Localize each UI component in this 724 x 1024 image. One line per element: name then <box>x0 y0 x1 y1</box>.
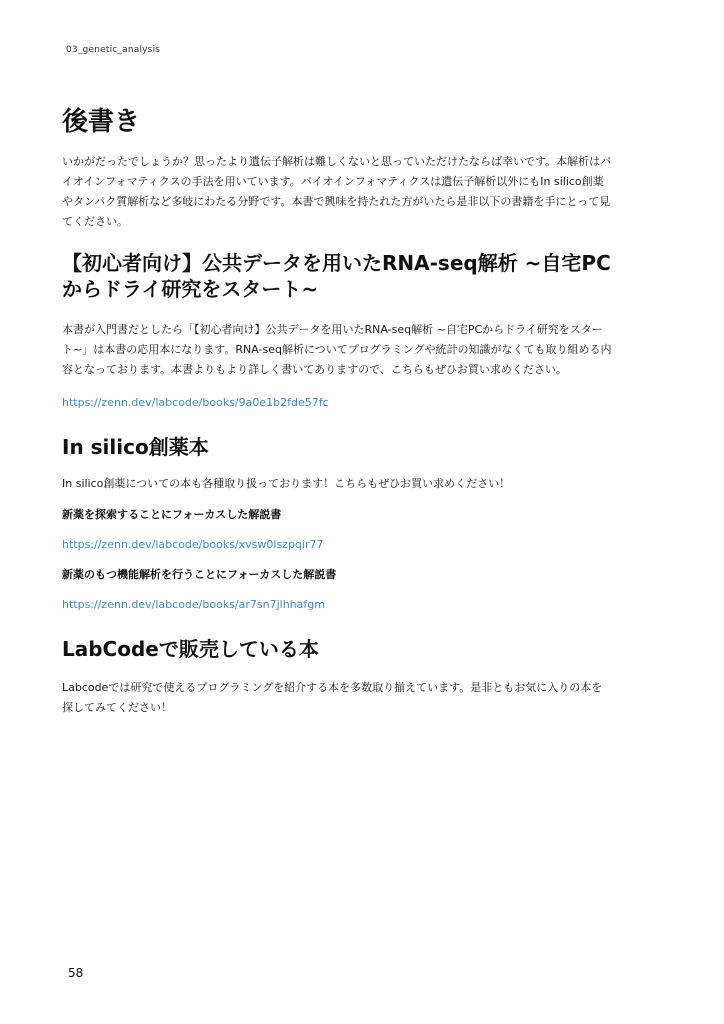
running-header: 03_genetic_analysis <box>66 45 161 55</box>
afterword-paragraph: いかがだったでしょうか？思ったより遺伝子解析は難しくないと思っていただけたならば幸いです。本解析はバイオインフォマティクスの手法を用いています。バイオインフォマティクスは遺伝子解析以外にもIn silico創薬やタンパク質解析など多岐にわたる分野です。本書で興味を持たれた方がいたら是非以下の書籍を手にとって見てください。 <box>62 155 612 228</box>
main-content <box>62 104 612 718</box>
labcode-title: LabCodeで販売している本 <box>62 637 319 661</box>
insilico-sub1-title: 新薬を探索することにフォーカスした解説書 <box>62 508 282 521</box>
insilico-sub1-link[interactable]: https://zenn.dev/labcode/books/xvsw0lszpqir77 <box>62 538 324 551</box>
insilico-sub2-title: 新薬のもつ機能解析を行うことにフォーカスした解説書 <box>62 568 337 581</box>
labcode-paragraph: Labcodeでは研究で使えるプログラミングを紹介する本を多数取り揃えています。是非ともお気に入りの本を探してみてください！ <box>62 681 603 714</box>
page-number: 58 <box>68 966 84 980</box>
rnaseq-book-paragraph: 本書が入門書だとしたら「【初心者向け】公共データを用いたRNA-seq解析 ~自宅PCからドライ研究をスタート~」は本書の応用本になります。RNA-seq解析についてプログラミングや統計の知識がなくても取り組める内容となっております。本書よりもより詳しく書いてありますので、こちらもぜひお買い求めください。 <box>62 323 612 376</box>
afterword-title: 後書き <box>62 107 141 137</box>
insilico-book-paragraph: In silico創薬についての本も各種取り扱っております！こちらもぜひお買い求めください！ <box>62 477 511 490</box>
insilico-sub2-link[interactable]: https://zenn.dev/labcode/books/ar7sn7jlhhafgm <box>62 598 325 611</box>
rnaseq-book-link[interactable]: https://zenn.dev/labcode/books/9a0e1b2fde57fc <box>62 396 329 409</box>
insilico-book-title: In silico創薬本 <box>62 435 209 459</box>
rnaseq-book-title: 【初心者向け】公共データを用いたRNA-seq解析 ~自宅PCからドライ研究をスタート~ <box>62 251 611 301</box>
